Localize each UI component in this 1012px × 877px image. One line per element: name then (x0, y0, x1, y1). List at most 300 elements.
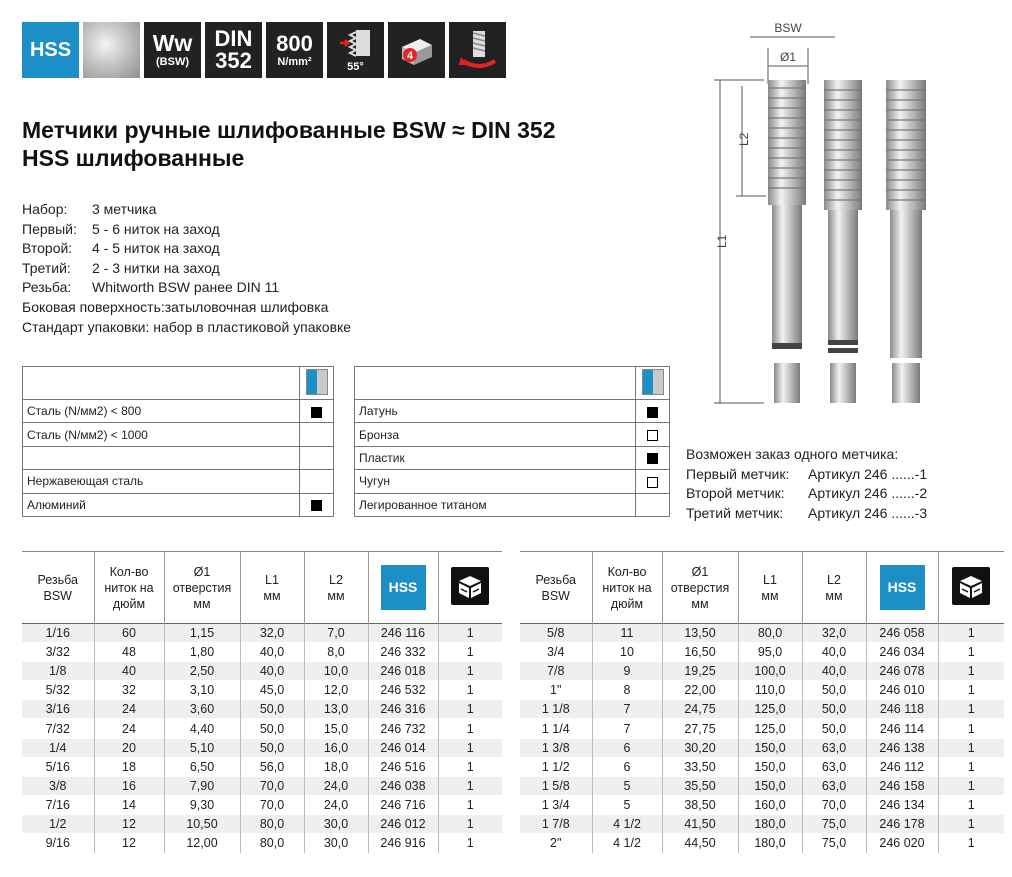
cell-l1: 50,0 (240, 719, 304, 738)
table-row (22, 834, 502, 853)
cell-hole: 6,50 (164, 757, 240, 776)
cell-hole: 44,50 (662, 834, 738, 853)
table-row (22, 681, 502, 700)
material-name (23, 446, 300, 469)
single-tap-order-note (686, 445, 927, 523)
spec-row (22, 298, 351, 318)
package-box-icon (451, 567, 489, 605)
material-mark-cell (636, 493, 670, 516)
cell-article: 246 014 (368, 738, 438, 757)
table-row (520, 681, 1004, 700)
feature-badges (22, 22, 506, 78)
cell-article: 246 138 (866, 738, 938, 757)
cell-pack: 1 (967, 702, 975, 717)
header-thread: Резьба BSW (520, 552, 592, 624)
cell-article: 246 038 (368, 776, 438, 795)
cell-pack: 1 (967, 721, 975, 736)
cell-tpi: 8 (592, 681, 662, 700)
cell-l2: 12,0 (304, 681, 368, 700)
cell-l1: 180,0 (738, 814, 802, 833)
cell-l2: 50,0 (802, 681, 866, 700)
material-row (23, 400, 334, 423)
cell-tpi: 6 (592, 738, 662, 757)
material-name: Бронза (355, 423, 636, 446)
material-row (355, 493, 670, 516)
table-row (520, 814, 1004, 833)
cell-l2: 63,0 (802, 757, 866, 776)
cell-thread: 5/8 (520, 624, 592, 643)
cell-l1: 40,0 (240, 643, 304, 662)
cell-l1: 70,0 (240, 776, 304, 795)
table-row (520, 662, 1004, 681)
cell-article: 246 916 (368, 834, 438, 853)
cell-pack: 1 (967, 778, 975, 793)
cell-pack: 1 (967, 797, 975, 812)
suitable-mark-icon (311, 407, 322, 418)
header-l2: L2 мм (304, 552, 368, 624)
cell-l1: 150,0 (738, 738, 802, 757)
materials-header-cell (23, 367, 300, 400)
cell-l1: 56,0 (240, 757, 304, 776)
material-name: Латунь (355, 400, 636, 423)
cell-l1: 100,0 (738, 662, 802, 681)
cell-article: 246 134 (866, 795, 938, 814)
cell-thread: 1/8 (22, 662, 94, 681)
cell-thread: 1/16 (22, 624, 94, 643)
cell-hole: 3,60 (164, 700, 240, 719)
cell-l1: 110,0 (738, 681, 802, 700)
thread-standard-label: Ww (152, 30, 193, 56)
cell-article: 246 034 (866, 643, 938, 662)
material-name: Легированное титаном (355, 493, 636, 516)
tap-third (886, 80, 926, 403)
materials-header-icon-cell (636, 367, 670, 400)
dim-d1-label: Ø1 (779, 50, 797, 64)
product-specs (22, 200, 351, 337)
cell-hole: 41,50 (662, 814, 738, 833)
cell-l1: 80,0 (240, 834, 304, 853)
cell-article: 246 010 (866, 681, 938, 700)
cell-hole: 5,10 (164, 738, 240, 757)
table-row (22, 795, 502, 814)
cell-hole: 9,30 (164, 795, 240, 814)
cell-thread: 1" (520, 681, 592, 700)
thread-standard-sub: (BSW) (156, 56, 189, 68)
cell-article: 246 716 (368, 795, 438, 814)
product-title (22, 116, 556, 172)
cell-tpi: 24 (94, 700, 164, 719)
cell-tpi: 10 (592, 643, 662, 662)
cell-l1: 70,0 (240, 795, 304, 814)
din-badge (205, 22, 262, 78)
cell-thread: 5/16 (22, 757, 94, 776)
cell-article: 246 116 (368, 624, 438, 643)
cell-hole: 4,40 (164, 719, 240, 738)
material-row (23, 493, 334, 516)
cell-thread: 7/32 (22, 719, 94, 738)
suitable-mark-icon (311, 500, 322, 511)
cell-thread: 3/8 (22, 776, 94, 795)
cell-l1: 32,0 (240, 624, 304, 643)
thread-angle-badge (327, 22, 384, 78)
table-row (520, 700, 1004, 719)
cell-pack: 1 (967, 836, 975, 851)
header-thread: Резьба BSW (22, 552, 94, 624)
cell-l2: 63,0 (802, 776, 866, 795)
spec-value: Стандарт упаковки: набор в пластиковой упаковке (22, 318, 352, 335)
cell-tpi: 12 (94, 834, 164, 853)
cell-l1: 150,0 (738, 776, 802, 795)
cell-l1: 125,0 (738, 700, 802, 719)
cell-tpi: 24 (94, 719, 164, 738)
strength-badge (266, 22, 323, 78)
cell-tpi: 16 (94, 776, 164, 795)
cell-l1: 150,0 (738, 757, 802, 776)
cell-l2: 13,0 (304, 700, 368, 719)
cell-l2: 40,0 (802, 662, 866, 681)
header-l1: L1 мм (240, 552, 304, 624)
hss-header-badge: HSS (381, 565, 426, 610)
header-hss (368, 552, 438, 624)
cell-article: 246 114 (866, 719, 938, 738)
cell-article: 246 316 (368, 700, 438, 719)
material-mark-cell (636, 446, 670, 469)
cell-l2: 18,0 (304, 757, 368, 776)
cell-l2: 30,0 (304, 834, 368, 853)
cell-pack: 1 (967, 664, 975, 679)
cell-thread: 7/8 (520, 662, 592, 681)
cell-thread: 1 5/8 (520, 776, 592, 795)
cell-hole: 10,50 (164, 814, 240, 833)
order-article: Артикул 246 ......-2 (808, 485, 928, 502)
material-mark-cell (636, 400, 670, 423)
cell-l1: 50,0 (240, 700, 304, 719)
cell-l2: 75,0 (802, 814, 866, 833)
material-mark-cell (300, 423, 334, 446)
cell-article: 246 516 (368, 757, 438, 776)
ground-finish-icon (83, 22, 140, 78)
cell-tpi: 48 (94, 643, 164, 662)
cell-article: 246 732 (368, 719, 438, 738)
cell-pack: 1 (466, 683, 474, 698)
right-hand-rotation-icon (455, 27, 501, 73)
title-line-1: Метчики ручные шлифованные BSW ≈ DIN 352 (22, 117, 556, 143)
material-row (355, 446, 670, 469)
cell-l1: 80,0 (738, 624, 802, 643)
dim-bsw-label: BSW (774, 21, 802, 35)
cell-l1: 180,0 (738, 834, 802, 853)
table-row (520, 834, 1004, 853)
header-tpi: Кол-во ниток на дюйм (94, 552, 164, 624)
cell-tpi: 4 1/2 (592, 834, 662, 853)
cell-l1: 125,0 (738, 719, 802, 738)
cell-hole: 24,75 (662, 700, 738, 719)
material-row (23, 423, 334, 446)
material-mark-cell (300, 446, 334, 469)
cell-article: 246 012 (368, 814, 438, 833)
cell-hole: 12,00 (164, 834, 240, 853)
spec-value: 3 метчика (92, 201, 157, 217)
material-mark-cell (300, 400, 334, 423)
materials-table-right (354, 366, 670, 517)
cell-l1: 80,0 (240, 814, 304, 833)
tap-second (824, 80, 862, 403)
cell-article: 246 112 (866, 757, 938, 776)
dim-l1-label: L1 (715, 234, 729, 248)
spec-label: Набор: (22, 201, 68, 217)
table-row (520, 719, 1004, 738)
package-box-icon (952, 567, 990, 605)
cell-l2: 8,0 (304, 643, 368, 662)
material-mark-cell (300, 470, 334, 493)
square-drive-icon (394, 27, 440, 73)
cell-thread: 3/16 (22, 700, 94, 719)
order-row (686, 465, 927, 485)
cell-pack: 1 (466, 778, 474, 793)
hss-badge (22, 22, 79, 78)
cell-l2: 63,0 (802, 738, 866, 757)
cell-article: 246 118 (866, 700, 938, 719)
material-row (355, 400, 670, 423)
cell-l2: 24,0 (304, 795, 368, 814)
cell-l2: 15,0 (304, 719, 368, 738)
table-row (22, 757, 502, 776)
cell-pack: 1 (466, 626, 474, 641)
cell-pack: 1 (967, 740, 975, 755)
hss-header-badge: HSS (880, 565, 925, 610)
cell-thread: 2" (520, 834, 592, 853)
table-row (520, 795, 1004, 814)
cell-l2: 10,0 (304, 662, 368, 681)
material-mark-cell (636, 470, 670, 493)
order-row (686, 484, 927, 504)
order-label: Третий метчик: (686, 504, 784, 521)
table-row (520, 738, 1004, 757)
table-row (22, 662, 502, 681)
cell-tpi: 60 (94, 624, 164, 643)
table-header-row (520, 552, 1004, 624)
cell-hole: 13,50 (662, 624, 738, 643)
cell-hole: 7,90 (164, 776, 240, 795)
cell-l1: 45,0 (240, 681, 304, 700)
material-mark-cell (636, 423, 670, 446)
hss-badge-label: HSS (29, 39, 72, 61)
cell-hole: 27,75 (662, 719, 738, 738)
material-row (23, 446, 334, 469)
cell-hole: 2,50 (164, 662, 240, 681)
cell-l2: 70,0 (802, 795, 866, 814)
cell-pack: 1 (466, 836, 474, 851)
material-row (355, 423, 670, 446)
cell-pack: 1 (466, 759, 474, 774)
cell-hole: 38,50 (662, 795, 738, 814)
spec-value: 5 - 6 ниток на заход (92, 220, 220, 237)
rotation-badge (449, 22, 506, 78)
spec-row (22, 200, 351, 220)
cell-l1: 40,0 (240, 662, 304, 681)
header-l2: L2 мм (802, 552, 866, 624)
cell-tpi: 32 (94, 681, 164, 700)
spec-label: Третий: (22, 259, 71, 276)
cell-tpi: 18 (94, 757, 164, 776)
thread-angle-label: 55° (347, 60, 364, 73)
order-article: Артикул 246 ......-3 (808, 504, 928, 521)
spec-row (22, 318, 351, 338)
materials-header-cell (355, 367, 636, 400)
cell-thread: 9/16 (22, 834, 94, 853)
cell-tpi: 9 (592, 662, 662, 681)
cell-thread: 1 7/8 (520, 814, 592, 833)
strength-value: 800 (276, 30, 313, 56)
cell-hole: 19,25 (662, 662, 738, 681)
cell-thread: 7/16 (22, 795, 94, 814)
cell-tpi: 40 (94, 662, 164, 681)
cell-hole: 16,50 (662, 643, 738, 662)
spec-label: Первый: (22, 220, 77, 237)
cell-thread: 1/4 (22, 738, 94, 757)
strength-unit: N/mm² (277, 55, 312, 68)
table-row (520, 643, 1004, 662)
sizes-table-left (22, 551, 502, 853)
cell-thread: 1 1/4 (520, 719, 592, 738)
table-row (22, 738, 502, 757)
cell-tpi: 7 (592, 719, 662, 738)
material-row (355, 470, 670, 493)
cell-tpi: 12 (94, 814, 164, 833)
set-count-label: 4 (406, 50, 413, 62)
cell-thread: 1 1/8 (520, 700, 592, 719)
header-l1: L1 мм (738, 552, 802, 624)
cell-tpi: 5 (592, 776, 662, 795)
cell-pack: 1 (466, 664, 474, 679)
spec-row (22, 278, 351, 298)
cell-l2: 75,0 (802, 834, 866, 853)
cell-article: 246 178 (866, 814, 938, 833)
cell-thread: 3/4 (520, 643, 592, 662)
square-drive-badge (388, 22, 445, 78)
cell-pack: 1 (967, 626, 975, 641)
cell-tpi: 20 (94, 738, 164, 757)
cell-pack: 1 (466, 816, 474, 831)
cell-hole: 22,00 (662, 681, 738, 700)
cell-hole: 35,50 (662, 776, 738, 795)
order-row (686, 504, 927, 524)
cell-l2: 50,0 (802, 700, 866, 719)
cell-hole: 33,50 (662, 757, 738, 776)
header-hole: Ø1 отверстия мм (164, 552, 240, 624)
thread-profile-icon (336, 28, 376, 60)
tap-set-illustration (700, 18, 960, 418)
table-row (22, 643, 502, 662)
cell-pack: 1 (466, 797, 474, 812)
material-name: Сталь (N/мм2) < 800 (23, 400, 300, 423)
order-label: Первый метчик: (686, 465, 790, 482)
material-name: Пластик (355, 446, 636, 469)
header-pack (438, 552, 502, 624)
materials-table-left (22, 366, 334, 517)
header-pack (938, 552, 1004, 624)
hss-material-icon (642, 369, 664, 395)
cell-hole: 1,15 (164, 624, 240, 643)
material-name: Чугун (355, 470, 636, 493)
spec-label: Второй: (22, 240, 73, 257)
cell-pack: 1 (466, 702, 474, 717)
cell-article: 246 532 (368, 681, 438, 700)
cell-article: 246 018 (368, 662, 438, 681)
materials-header-icon-cell (300, 367, 334, 400)
spec-row (22, 220, 351, 240)
material-name: Нержавеющая сталь (23, 470, 300, 493)
table-row (520, 757, 1004, 776)
cell-l2: 24,0 (304, 776, 368, 795)
suitable-mark-icon (647, 407, 658, 418)
order-heading: Возможен заказ одного метчика: (686, 446, 899, 462)
conditional-mark-icon (647, 430, 658, 441)
cell-tpi: 6 (592, 757, 662, 776)
cell-tpi: 11 (592, 624, 662, 643)
cell-pack: 1 (967, 816, 975, 831)
header-tpi: Кол-во ниток на дюйм (592, 552, 662, 624)
conditional-mark-icon (647, 477, 658, 488)
table-row (520, 776, 1004, 795)
cell-hole: 30,20 (662, 738, 738, 757)
cell-article: 246 332 (368, 643, 438, 662)
cell-hole: 1,80 (164, 643, 240, 662)
spec-row (22, 239, 351, 259)
material-name: Алюминий (23, 493, 300, 516)
cell-l1: 160,0 (738, 795, 802, 814)
tap-first (768, 80, 806, 403)
cell-l2: 50,0 (802, 719, 866, 738)
cell-thread: 1 3/4 (520, 795, 592, 814)
cell-pack: 1 (967, 645, 975, 660)
cell-pack: 1 (466, 740, 474, 755)
cell-l1: 50,0 (240, 738, 304, 757)
cell-l2: 16,0 (304, 738, 368, 757)
thread-standard-badge (144, 22, 201, 78)
table-row (22, 776, 502, 795)
spec-label: Резьба: (22, 279, 72, 296)
header-hss (866, 552, 938, 624)
table-row (22, 719, 502, 738)
order-label: Второй метчик: (686, 485, 785, 502)
cell-pack: 1 (967, 683, 975, 698)
table-row (22, 814, 502, 833)
sizes-table-right (520, 551, 1004, 853)
cell-pack: 1 (967, 759, 975, 774)
cell-thread: 1 3/8 (520, 738, 592, 757)
table-row (22, 700, 502, 719)
cell-tpi: 14 (94, 795, 164, 814)
material-mark-cell (300, 493, 334, 516)
material-name: Сталь (N/мм2) < 1000 (23, 423, 300, 446)
spec-row (22, 259, 351, 279)
spec-value: 2 - 3 нитки на заход (92, 259, 220, 276)
cell-hole: 3,10 (164, 681, 240, 700)
hss-material-icon (306, 369, 328, 395)
spec-value: Боковая поверхность:затыловочная шлифовка (22, 298, 329, 315)
cell-thread: 3/32 (22, 643, 94, 662)
cell-thread: 5/32 (22, 681, 94, 700)
cell-article: 246 078 (866, 662, 938, 681)
spec-value: 4 - 5 ниток на заход (92, 240, 220, 257)
cell-l2: 32,0 (802, 624, 866, 643)
suitable-mark-icon (647, 453, 658, 464)
material-row (23, 470, 334, 493)
cell-l2: 40,0 (802, 643, 866, 662)
cell-article: 246 020 (866, 834, 938, 853)
cell-l2: 7,0 (304, 624, 368, 643)
